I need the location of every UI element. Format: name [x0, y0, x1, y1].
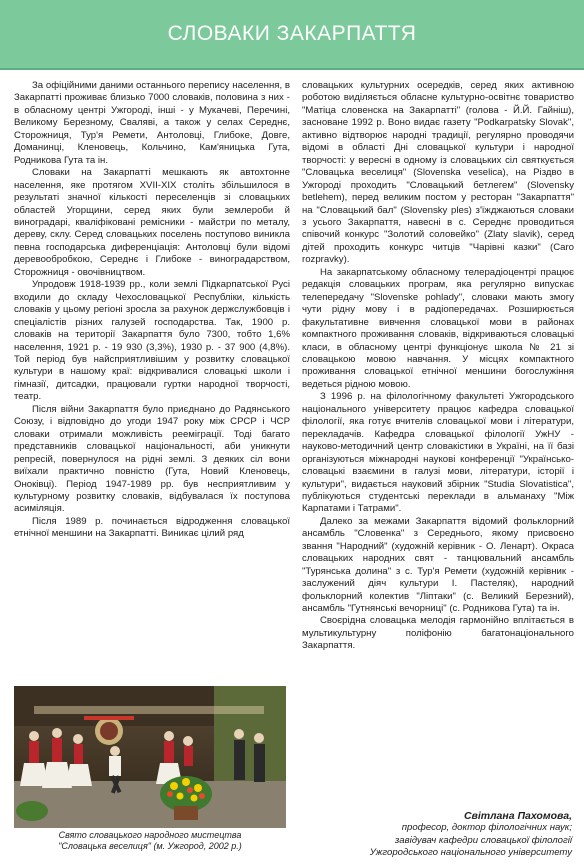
author-signature [302, 810, 572, 860]
paragraph: Словаки на Закарпатті мешкають як автохтонне населення, яке протягом XVII-XIX століть збільшилося в результаті значної кількості переселенців зі словацьких областей Угорщини, серед яких були землероби й виноградарі, кваліфіковані ремісники - майстри по металу, дереву, склу. Серед словацьких поселень поступово виникла певна господарська диференціація: Антоловці були відомі деревообробкою, Середнє і Глибоке - виноградарством, Сторожниця - овочівництвом. [14, 167, 290, 278]
festival-photo-illustration [14, 686, 286, 828]
paragraph: Упродовж 1918-1939 рр., коли землі Підкарпатської Русі входили до складу Чехословацької Республіки, кількість словаків у цьому регіоні зросла за рахунок держслужбовців і спеціалістів різних галузей господарства. Так, 1900 р. словаків на території Закарпаття було 7300, тобто 1,6% населення, 1921 р. - 19 930 (3,3%), 1930 р. - 37 900 (4,8%). Той період був найсприятливішим у розвитку словацької культури в нашому краї: відкривалися словацькі школи і гімназії, дитсадки, працювали гуртки народної творчості, театр. [14, 279, 290, 403]
author-position: завідувач кафедри словацької філології [394, 834, 572, 846]
right-column [302, 80, 574, 653]
author-name: Світлана Пахомова, [463, 810, 572, 822]
paragraph: З 1996 р. на філологічному факультеті Ужгородського національного університету працює кафедра словацької філології, яка готує вчителів словацької мови і літератури, перекладачів. Кафедра словацької філології УжНУ - науково-методичний центр словакістики в Україні, на її базі організуються міжнародні наукові конференції "Українсько-словацькі взаємини в галузі мови, літератури, історії і культури", видається науковий збірник "Studia Slovatistica", публікуються студентські переклади в альманаху "Між Карпатами і Татрами". [302, 391, 574, 515]
author-title: професор, доктор філологічних наук; [401, 822, 572, 834]
paragraph: Після 1989 р. починається відродження словацької етнічної меншини на Закарпатті. Виникає цілий ряд [14, 515, 290, 540]
caption-line: Свято словацького народного мистецтва [58, 830, 242, 840]
paragraph: За офіційними даними останнього перепису населення, в Закарпатті проживає близько 7000 словаків, половина з них - в обласному центрі Ужгороді, інші - у Мукачеві, Перечині, Великому Березному, Сваляві, а також у селах Середнє, Сторожниця, Тур'я Ремети, Антоловці, Глибоке, Довге, Доманинці, Кленовець, Кольчино, Кам'яницька Гута, Родникова Гута та ін. [14, 80, 290, 166]
paragraph: Своєрідна словацька мелодія гармонійно вплітається в мультикультурну поліфонію багатонаціонального Закарпаття. [302, 615, 574, 652]
title-banner [0, 0, 584, 70]
caption-line: "Словацька веселиця" (м. Ужгород, 2002 р.) [58, 841, 242, 851]
page-title: СЛОВАКИ ЗАКАРПАТТЯ [167, 22, 417, 45]
paragraph: Після війни Закарпаття було приєднано до Радянського Союзу, і відповідно до угоди 1947 року між СРСР і ЧСР словаки отримали можливість рееміграції. Тоді багато представників словацької національності, аби уникнути репресій, повернулося на рідні землі. З деяких сіл вони виїхали практично повністю (Гута, Новий Кленовець, Оноківці). Період 1947-1989 рр. був несприятливим у культурному розвитку словаків, відбувалася їх поступова асиміляція. [14, 403, 290, 515]
author-affiliation: Ужгородського національного університету [369, 847, 572, 859]
left-column [14, 80, 290, 541]
paragraph: Далеко за межами Закарпаття відомий фольклорний ансамбль "Словенка" з Середнього, якому присвоєно звання "Народний" (художній керівник - О. Ленарт). Окраса словацьких народних свят - танцювальний ансамбль "Турянська долина" з с. Тур'я Ремети (художній керівник - заслужений діяч культури І. Пастеляк), народний фольклорний колектив "Ліптаки" (с. Великий Березний), ансамбль "Гутнянські вечорниці" (с. Родникова Гута) та ін. [302, 515, 574, 615]
paragraph: словацьких культурних осередків, серед яких активною роботою виділяється обласне культурно-освітнє товариство "Матіца словенска на Закарпатті" (голова - Й.Й. Гайніш), засноване 1992 р. Воно видає газету "Podkarpatsky Slovak", активно відтворює народні традиції, регулярно проводячи відомі в області Дні словацької культури і народної творчості: у вересні в одному із словацьких сіл святкується "Словацька веселиця" (Slovenska veselica), на Різдво в Ужгороді проходить "Словацький бетлегем" (Slovensky betlehem), перед великим постом у ресторан "Закарпаття" на "Словацький бал" (Slovensky ples) з'їжджаються словаки з усього Закарпаття, навесні в с. Середнє проводиться співочий конкурс "Золотий соловейко" (Zlaty slavik), серед дітей проходить конкурс читців "Чарівні казки" (Caro rozpravky). [302, 80, 574, 266]
paragraph: На закарпатському обласному телерадіоцентрі працює редакція словацьких програм, яка регулярно випускає телепередачу "Slovenske pohlady", словаки мають змогу чути рідну мову і в радіопередачах. Розширюється факультативне вивчення словацької мови в районах компактного проживання словаків, відкриваються словацькі класи, в обласному центрі функціонує школа № 21 зі словацькою мовою навчання. У місцях компактного проживання словацької етнічної меншини богослужіння ведеться рідною мовою. [302, 266, 574, 390]
festival-photo [14, 686, 286, 828]
photo-caption [14, 830, 286, 852]
